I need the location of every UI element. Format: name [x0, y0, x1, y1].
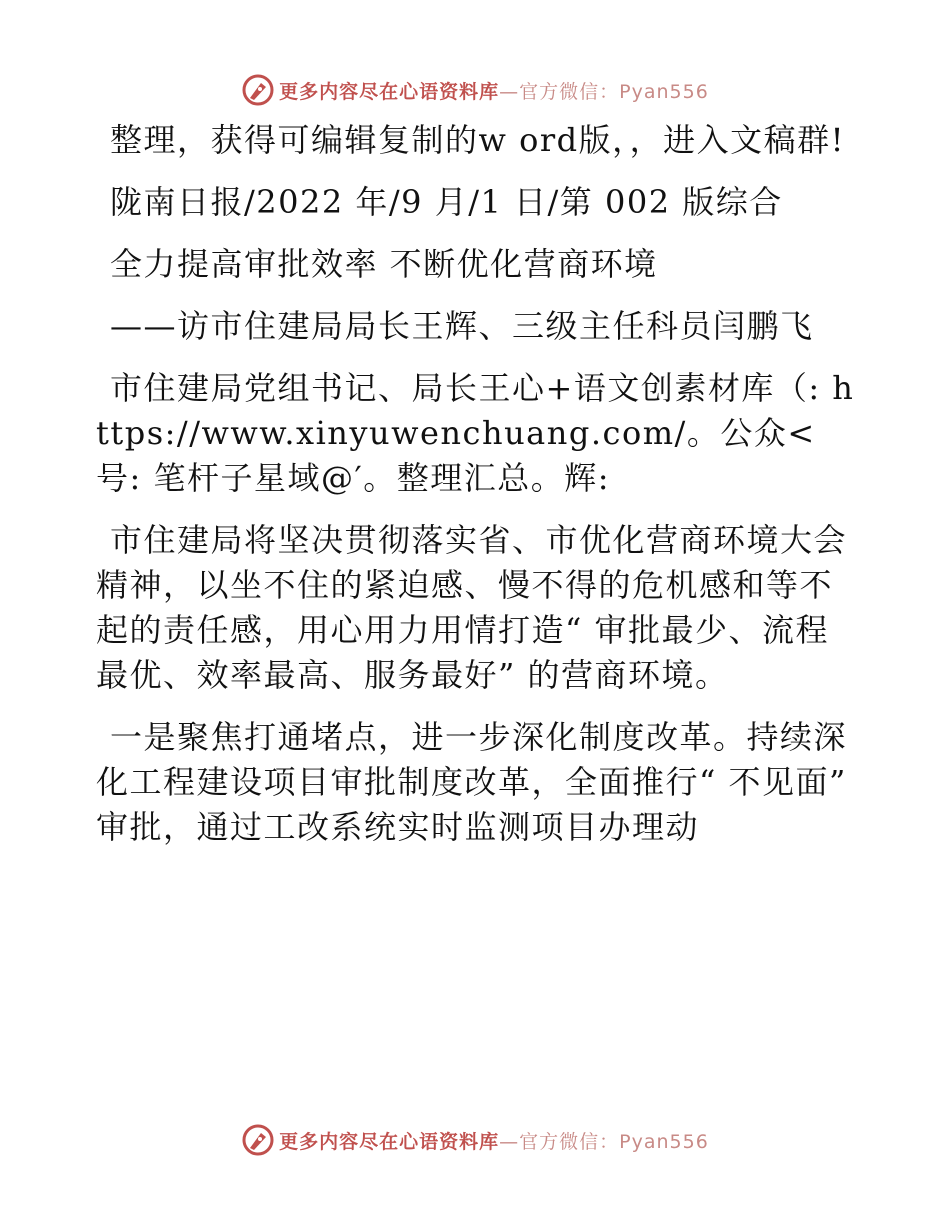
body-paragraph: 市住建局党组书记、局长王心+语文创素材库（: https://www.xinyuwenchuang.com/。公众<号: 笔杆子星域@′。整理汇总。辉: [96, 369, 855, 497]
article-title: 全力提高审批效率 不断优化营商环境 [110, 245, 658, 283]
watermark-brand: 更多内容尽在心语资料库 [279, 1130, 500, 1153]
watermark-brand: 更多内容尽在心语资料库 [279, 80, 500, 103]
header-watermark [0, 70, 950, 110]
pen-nib-logo-icon [241, 73, 275, 107]
intro-paragraph: 整理，获得可编辑复制的w ord版，，进入文稿群! [110, 121, 845, 159]
dateline: 陇南日报/2022 年/9 月/1 日/第 002 版综合 [110, 183, 783, 221]
body-paragraph: 一是聚焦打通堵点，进一步深化制度改革。持续深化工程建设项目审批制度改革，全面推行“ 不见面” 审批，通过工改系统实时监测项目办理动 [96, 718, 848, 846]
document-body [96, 118, 856, 867]
watermark-suffix: 官方微信：Pyan556 [519, 1130, 709, 1153]
footer-watermark [0, 1120, 950, 1160]
watermark-text [279, 1127, 709, 1154]
pen-nib-logo-icon [241, 1123, 275, 1157]
watermark-suffix: 官方微信：Pyan556 [519, 80, 709, 103]
watermark-dash: — [499, 1130, 520, 1153]
article-subtitle: ——访市住建局局长王辉、三级主任科员闫鹏飞 [110, 307, 814, 345]
body-paragraph: 市住建局将坚决贯彻落实省、市优化营商环境大会精神，以坐不住的紧迫感、慢不得的危机感和等不起的责任感，用心用力用情打造“ 审批最少、流程最优、效率最高、服务最好” 的营商环境。 [96, 521, 848, 694]
watermark-dash: — [499, 80, 520, 103]
watermark-text [279, 77, 709, 104]
